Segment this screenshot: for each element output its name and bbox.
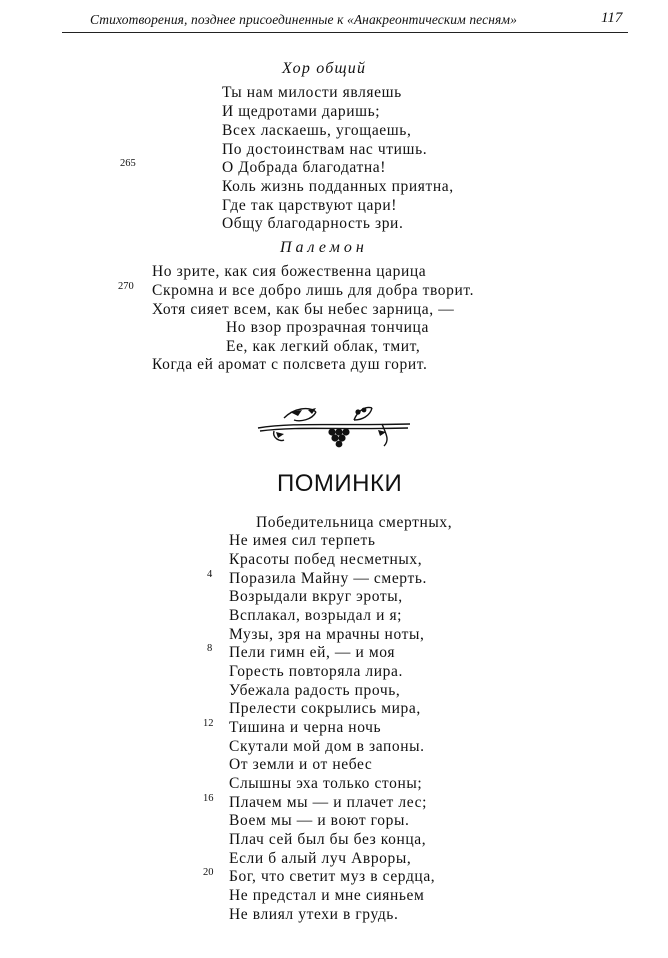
verse-line: Всплакал, возрыдал и я; [229,607,403,624]
verse-line: Слышны эха только стоны; [229,775,423,792]
verse-line: Не предстал и мне сияньем [229,887,425,904]
header-rule [62,32,628,33]
verse-line: Не влиял утехи в грудь. [229,906,399,923]
line-number: 16 [203,793,214,804]
poem-title: ПОМИНКИ [277,470,403,497]
verse-line: Поразила Майну — смерть. [229,570,427,587]
verse-line: Где так царствуют цари! [222,197,398,214]
page-number: 117 [601,10,623,26]
verse-line: И щедротами даришь; [222,103,381,120]
verse-line: Если б алый луч Авроры, [229,850,412,867]
verse-line: Пели гимн ей, — и моя [229,644,396,661]
verse-line: Бог, что светит муз в сердца, [229,868,436,885]
speaker-palemon: Палемон [280,239,368,256]
verse-line: Прелести сокрылись мира, [229,700,421,717]
verse-line: Тишина и черна ночь [229,719,382,736]
verse-line: Музы, зря на мрачны ноты, [229,626,425,643]
verse-line: Горесть повторяла лира. [229,663,403,680]
line-number: 20 [203,867,214,878]
verse-line: От земли и от небес [229,756,373,773]
verse-line: Коль жизнь подданных приятна, [222,178,454,195]
line-number: 12 [203,718,214,729]
verse-line: Убежала радость прочь, [229,682,401,699]
verse-line: Скутали мой дом в запоны. [229,738,425,755]
verse-line: Красоты побед несметных, [229,551,423,568]
verse-line: Плачем мы — и плачет лес; [229,794,427,811]
verse-line: Когда ей аромат с полсвета душ горит. [152,356,428,373]
verse-line: Возрыдали вкруг эроты, [229,588,403,605]
verse-line: Общу благодарность зри. [222,215,404,232]
verse-line: Плач сей был бы без конца, [229,831,427,848]
verse-line: Хотя сияет всем, как бы небес зарница, — [152,301,455,318]
line-number: 265 [120,158,136,169]
verse-line: Не имея сил терпеть [229,532,376,549]
verse-line: Но взор прозрачная тончица [226,319,429,336]
line-number: 8 [207,643,213,654]
line-number: 270 [118,281,134,292]
speaker-chorus: Хор общий [282,60,367,77]
verse-line: Ее, как легкий облак, тмит, [226,338,421,355]
verse-line: Но зрите, как сия божественна царица [152,263,427,280]
verse-line: Ты нам милости являешь [222,84,402,101]
verse-line: Всех ласкаешь, угощаешь, [222,122,412,139]
verse-line: Победительница смертных, [256,514,453,531]
vine-ornament-icon [254,398,414,450]
verse-line: По достоинствам нас чтишь. [222,141,428,158]
line-number: 4 [207,569,213,580]
verse-line: Воем мы — и воют горы. [229,812,410,829]
running-head: Стихотворения, позднее присоединенные к «Анакреонтическим песням» [90,12,517,27]
verse-line: О Добрада благодатна! [222,159,387,176]
verse-line: Скромна и все добро лишь для добра творит. [152,282,475,299]
